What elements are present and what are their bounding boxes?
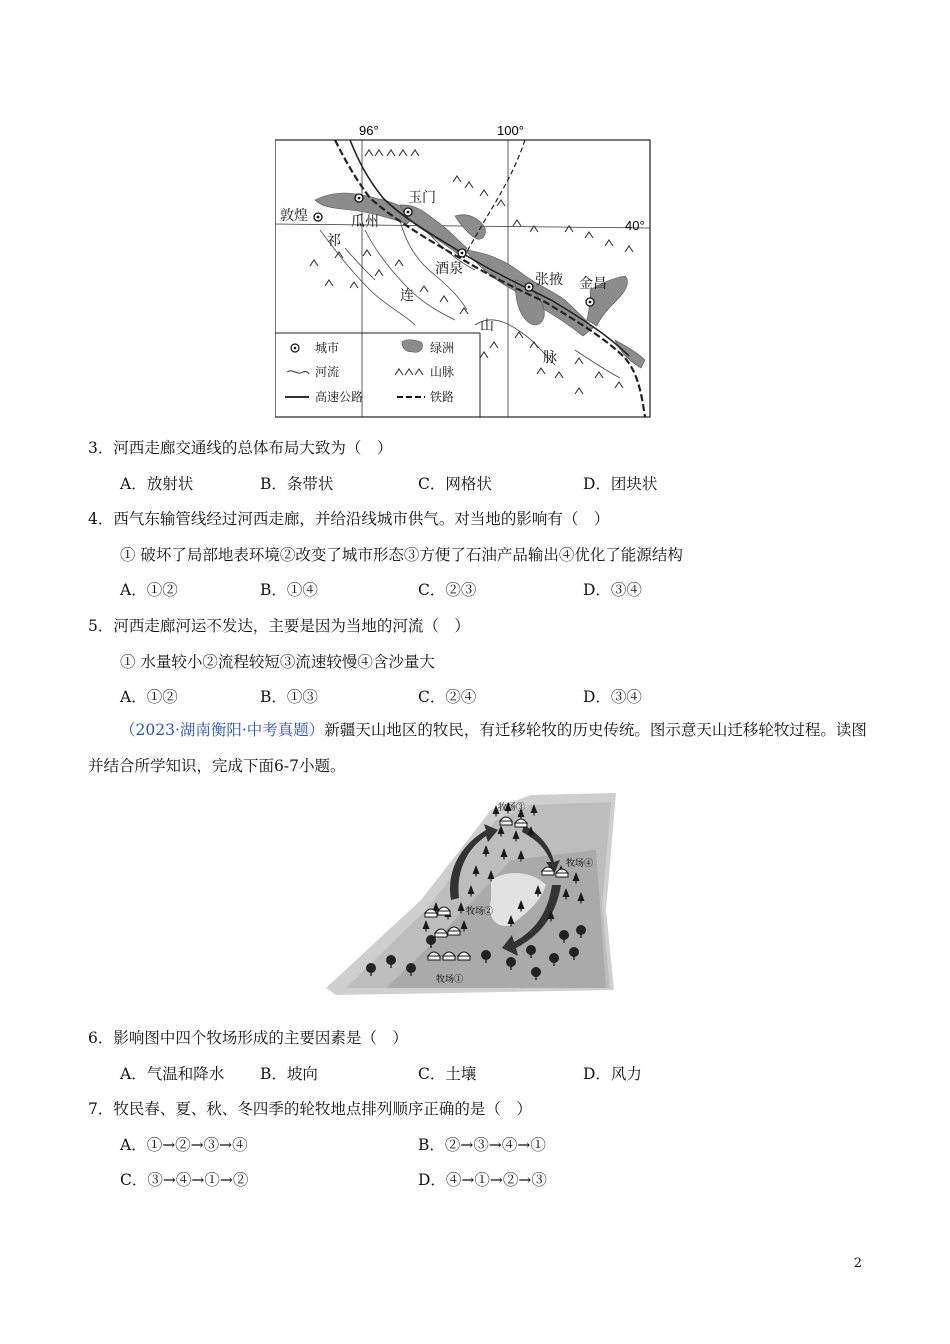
question-4-stem: 4．西气东输管线经过河西走廊，并给沿线城市供气。对当地的影响有（ ） [88, 510, 610, 528]
q3-option-c[interactable]: C．网格状 [418, 475, 492, 493]
pasture-rotation-figure [326, 790, 616, 995]
q3-option-a[interactable]: A．放射状 [120, 475, 194, 493]
mountain-char-qi: 祁 [327, 232, 341, 248]
hexi-corridor-map [275, 120, 655, 420]
city-jiuquan: 酒泉 [435, 260, 463, 276]
pasture-label-2: 牧场② [466, 906, 494, 916]
q5-option-a[interactable]: A．①② [120, 688, 178, 706]
mountain-char-shan: 山 [480, 317, 494, 333]
q7-option-a[interactable]: A．①→②→③→④ [120, 1136, 248, 1154]
question-5-stem: 5．河西走廊河运不发达，主要是因为当地的河流（ ） [88, 617, 470, 635]
legend-railway: 铁路 [430, 390, 455, 404]
city-zhangye: 张掖 [535, 271, 563, 287]
q4-option-b[interactable]: B．①④ [260, 581, 318, 599]
legend-river: 河流 [315, 365, 340, 379]
q7-option-b[interactable]: B．②→③→④→① [418, 1136, 546, 1154]
mountain-char-mai: 脉 [543, 349, 557, 365]
q6-option-b[interactable]: B．坡向 [260, 1065, 318, 1083]
source-tag: （2023·湖南衡阳·中考真题） [120, 721, 325, 739]
q5-option-d[interactable]: D．③④ [583, 688, 642, 706]
legend-city: 城市 [315, 341, 340, 355]
mountain-char-lian: 连 [400, 287, 414, 303]
city-dunhuang: 敦煌 [280, 207, 308, 223]
q5-items: ① 水量较小②流程较短③流速较慢④含沙量大 [120, 653, 435, 671]
q4-option-d[interactable]: D．③④ [583, 581, 642, 599]
q6-option-c[interactable]: C．土壤 [418, 1065, 477, 1083]
q4-option-c[interactable]: C．②③ [418, 581, 477, 599]
city-guazhou: 瓜州 [351, 213, 379, 229]
pasture-label-1: 牧场① [436, 974, 464, 984]
legend-oasis: 绿洲 [430, 341, 455, 355]
question-6-stem: 6．影响图中四个牧场形成的主要因素是（ ） [88, 1029, 408, 1047]
city-yumen: 玉门 [408, 189, 436, 205]
legend-mountain: 山脉 [430, 365, 455, 379]
pasture-label-3: 牧场③ [498, 802, 526, 812]
question-7-stem: 7．牧民春、夏、秋、冬四季的轮牧地点排列顺序正确的是（ ） [88, 1100, 532, 1118]
q3-option-d[interactable]: D．团块状 [583, 475, 658, 493]
intro-paragraph [88, 712, 868, 784]
page-number: 2 [853, 1256, 862, 1271]
city-jinchang: 金昌 [579, 275, 607, 291]
q5-option-c[interactable]: C．②④ [418, 688, 477, 706]
legend-highway: 高速公路 [315, 390, 364, 404]
q5-option-b[interactable]: B．①③ [260, 688, 318, 706]
label-100: 100° [497, 123, 524, 138]
label-96: 96° [359, 123, 379, 138]
intro-text: 新疆天山地区的牧民，有迁移轮牧的历史传统。图示意天山迁移轮牧过程。读图并结合所学知识，完成下面6-7小题。 [88, 721, 867, 775]
question-3-stem: 3．河西走廊交通线的总体布局大致为（ ） [88, 439, 393, 457]
q7-option-c[interactable]: C．③→④→①→② [120, 1171, 249, 1189]
q3-option-b[interactable]: B．条带状 [260, 475, 334, 493]
pasture-label-4: 牧场④ [566, 858, 594, 868]
q4-items: ① 破坏了局部地表环境②改变了城市形态③方便了石油产品输出④优化了能源结构 [120, 546, 683, 564]
q7-option-d[interactable]: D．④→①→②→③ [418, 1171, 547, 1189]
q6-option-d[interactable]: D．风力 [583, 1065, 642, 1083]
q6-option-a[interactable]: A．气温和降水 [120, 1065, 225, 1083]
label-40: 40° [625, 218, 645, 233]
q4-option-a[interactable]: A．①② [120, 581, 178, 599]
